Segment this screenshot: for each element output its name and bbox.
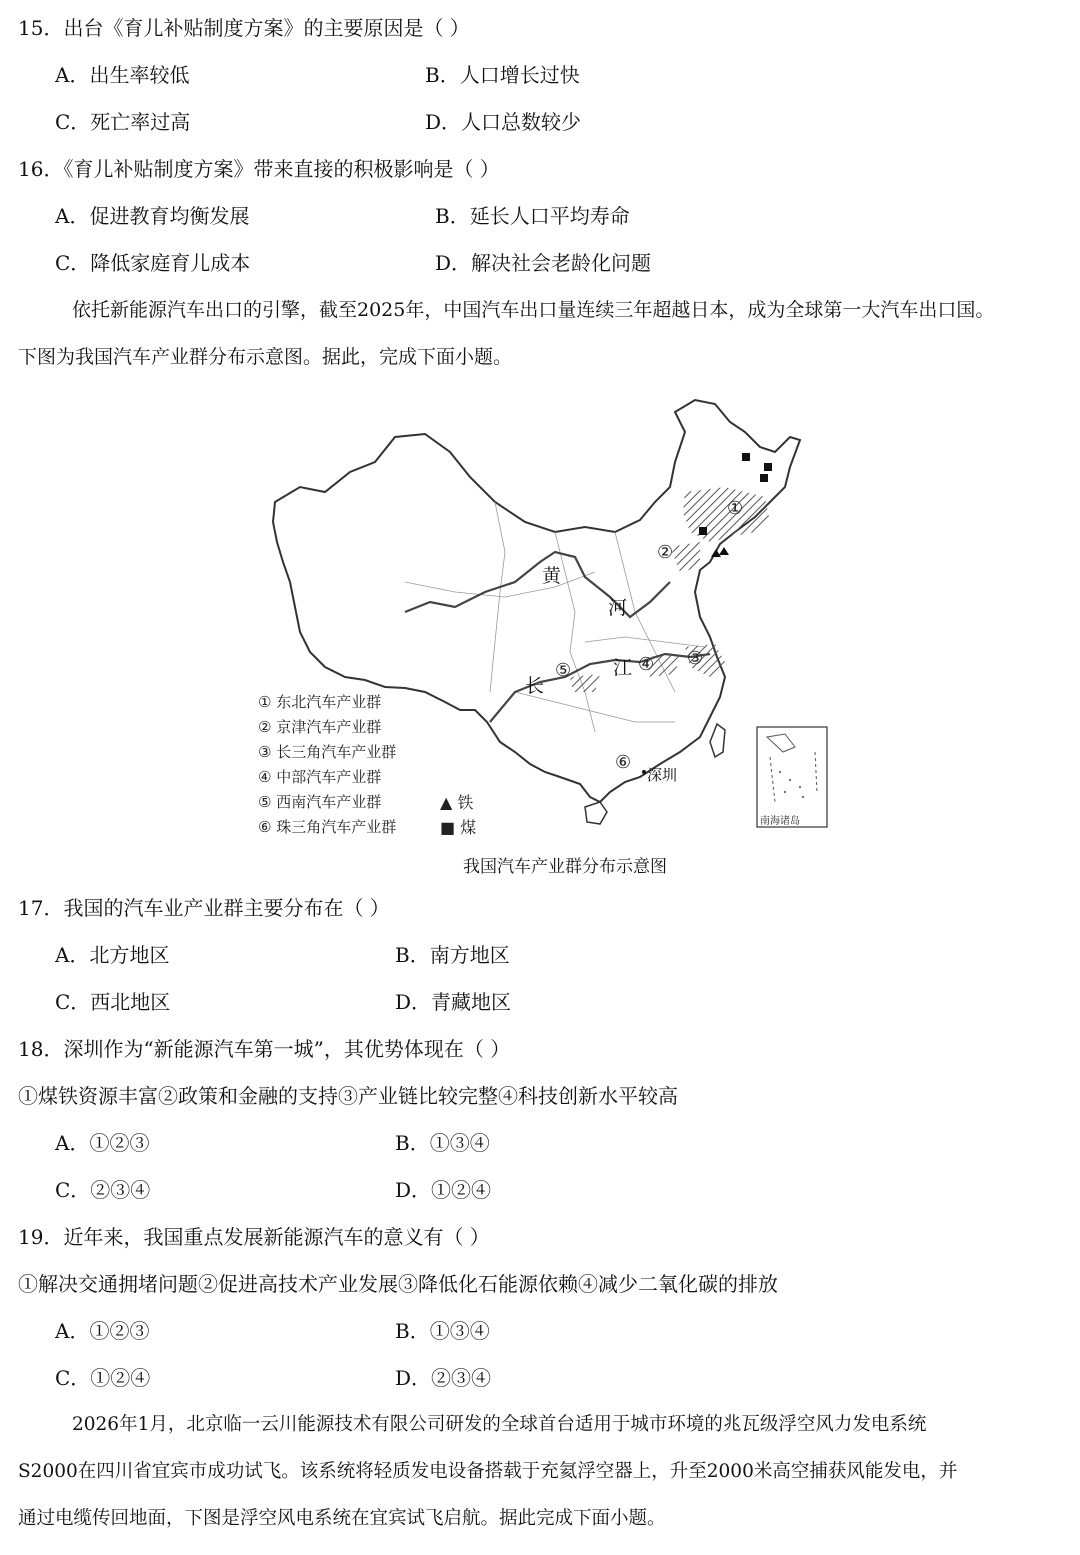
label-chang: 长 [525, 675, 545, 697]
q18-stem: 18．深圳作为“新能源汽车第一城”，其优势体现在（ ） [18, 1037, 511, 1061]
q15-option-a: A．出生率较低 [55, 63, 190, 87]
q16-option-a: A．促进教育均衡发展 [55, 204, 250, 228]
q19-option-b: B．①③④ [395, 1319, 490, 1343]
marker-5: ⑤ [555, 660, 572, 681]
q18-option-a: A．①②③ [55, 1131, 150, 1155]
hainan-island [585, 802, 607, 824]
label-jiang: 江 [613, 657, 633, 679]
taiwan-island [710, 724, 725, 757]
legend-item-5: ⑤ 西南汽车产业群 [258, 793, 382, 811]
label-huang: 黄 [542, 565, 562, 587]
map-legend [258, 690, 396, 840]
legend-item-1: ① 东北汽车产业群 [258, 693, 382, 711]
q17-option-a: A．北方地区 [55, 943, 170, 967]
marker-1: ① [727, 498, 744, 519]
intro1-line2: 下图为我国汽车产业群分布示意图。据此，完成下面小题。 [18, 346, 513, 368]
q15-stem: 15．出台《育儿补贴制度方案》的主要原因是（ ） [18, 16, 470, 40]
q19-option-d: D．②③④ [395, 1366, 492, 1390]
q16-option-c: C．降低家庭育儿成本 [55, 251, 251, 275]
label-he: 河 [608, 597, 628, 619]
marker-3: ③ [687, 648, 704, 669]
q17-stem: 17．我国的汽车业产业群主要分布在（ ） [18, 896, 390, 920]
q17-option-d: D．青藏地区 [395, 990, 512, 1014]
intro2-line1: 2026年1月，北京临一云川能源技术有限公司研发的全球首台适用于城市环境的兆瓦级浮空风力发电系统 [72, 1414, 927, 1435]
intro1-line1: 依托新能源汽车出口的引擎，截至2025年，中国汽车出口量连续三年超越日本，成为全球第一大汽车出口国。 [72, 299, 995, 321]
q18-option-b: B．①③④ [395, 1131, 490, 1155]
q16-stem: 16．《育儿补贴制度方案》带来直接的积极影响是（ ） [18, 157, 500, 181]
label-shenzhen: 深圳 [647, 766, 678, 784]
q16-option-d: D．解决社会老龄化问题 [435, 251, 652, 275]
legend-item-3: ③ 长三角汽车产业群 [258, 743, 397, 761]
legend-item-2: ② 京津汽车产业群 [258, 718, 382, 736]
q18-option-c: C．②③④ [55, 1178, 151, 1202]
q19-option-a: A．①②③ [55, 1319, 150, 1343]
q18-option-d: D．①②④ [395, 1178, 492, 1202]
q17-option-b: B．南方地区 [395, 943, 510, 967]
intro2-line3: 通过电缆传回地面，下图是浮空风电系统在宜宾试飞启航。据此完成下面小题。 [18, 1508, 666, 1529]
legend-iron: ▲ 铁 [440, 793, 474, 812]
south-china-sea-inset [757, 727, 827, 827]
cluster-5-area [570, 674, 600, 692]
q16-option-b: B．延长人口平均寿命 [435, 204, 630, 228]
marker-2: ② [657, 542, 674, 563]
q19-stem: 19．近年来，我国重点发展新能源汽车的意义有（ ） [18, 1225, 490, 1249]
marker-4: ④ [638, 654, 655, 675]
q15-option-c: C．死亡率过高 [55, 110, 191, 134]
legend-item-6: ⑥ 珠三角汽车产业群 [258, 818, 397, 836]
q18-items: ①煤铁资源丰富②政策和金融的支持③产业链比较完整④科技创新水平较高 [18, 1084, 678, 1108]
q15-option-d: D．人口总数较少 [425, 110, 582, 134]
legend-item-4: ④ 中部汽车产业群 [258, 768, 382, 786]
q15-option-b: B．人口增长过快 [425, 63, 580, 87]
q17-option-c: C．西北地区 [55, 990, 171, 1014]
marker-6: ⑥ [615, 752, 632, 773]
q19-items: ①解决交通拥堵问题②促进高技术产业发展③降低化石能源依赖④减少二氧化碳的排放 [18, 1272, 778, 1296]
map-caption: 我国汽车产业群分布示意图 [463, 857, 667, 877]
label-nanhai: 南海诸岛 [760, 816, 800, 827]
legend-coal: ■ 煤 [440, 818, 477, 837]
intro2-line2: S2000在四川省宜宾市成功试飞。该系统将轻质发电设备搭载于充氦浮空器上，升至2000米高空捕获风能发电，并 [18, 1461, 958, 1482]
q19-option-c: C．①②④ [55, 1366, 151, 1390]
